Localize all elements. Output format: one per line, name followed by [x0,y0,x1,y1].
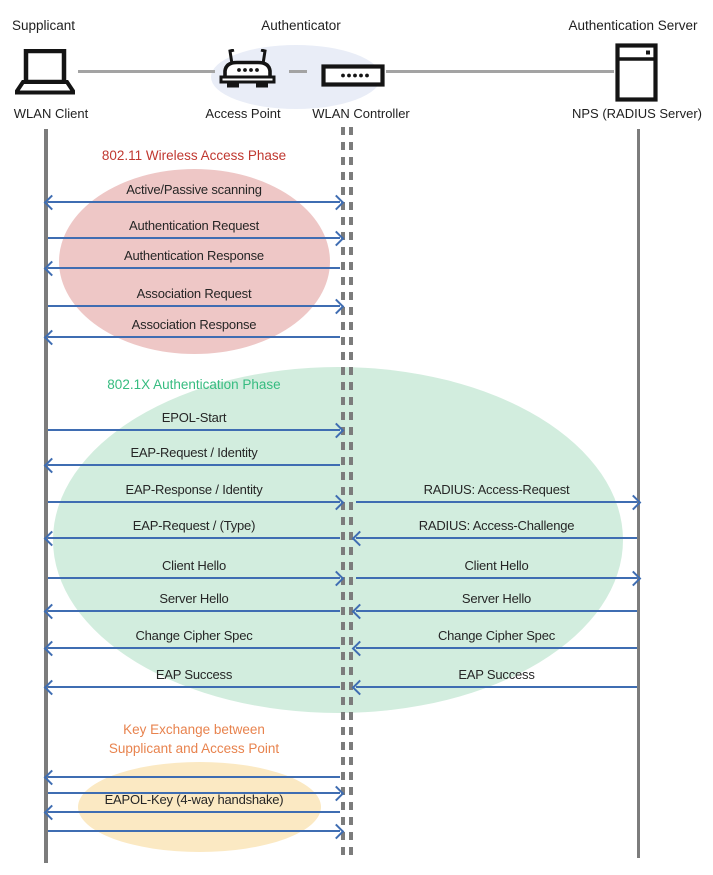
sequence-message [48,247,340,271]
message-label: RADIUS: Access-Challenge [418,518,575,533]
message-arrow-line [48,647,340,649]
message-arrow-line [48,237,340,239]
sequence-message [48,666,340,690]
sequence-message [48,285,340,309]
message-label: Authentication Request [128,218,260,233]
message-arrow-line [48,577,340,579]
message-label: EAP Success [458,667,535,682]
message-label: RADIUS: Access-Request [423,482,570,497]
message-arrow-line [356,537,637,539]
message-arrow-line [48,610,340,612]
phase-title-line: Supplicant and Access Point [108,741,280,756]
message-arrow-line [48,464,340,466]
message-label: EAP Success [155,667,233,682]
message-arrow-line [48,267,340,269]
message-arrow-line [48,501,340,503]
sequence-message [48,316,340,340]
message-label: Association Request [136,286,252,301]
sequence-message [48,557,340,581]
message-arrow-line [356,686,637,688]
device-label-nps-radius-server: NPS (RADIUS Server) [571,106,703,121]
message-arrow-line [48,686,340,688]
message-label: EPOL-Start [161,410,227,425]
role-label-authentication-server: Authentication Server [568,18,698,33]
message-arrow-line [48,537,340,539]
sequence-message [48,590,340,614]
role-label-authenticator: Authenticator [261,18,341,33]
sequence-message [48,627,340,651]
message-label: Change Cipher Spec [437,628,556,643]
message-arrow-line [48,305,340,307]
phase-title-line: Key Exchange between [123,722,265,737]
phase-title-80211-wireless-access: 802.11 Wireless Access Phase [101,148,287,163]
message-label: EAP-Response / Identity [125,482,263,497]
sequence-message [48,517,340,541]
message-label [48,810,340,828]
device-label-wlan-client: WLAN Client [13,106,89,121]
message-label [48,772,340,790]
message-label: Server Hello [159,591,229,606]
sequence-message [356,557,637,581]
message-label: Authentication Response [124,248,264,263]
message-label: EAPOL-Key (4-way handshake) [104,792,284,807]
sequence-message [48,181,340,205]
sequence-message [356,481,637,505]
message-label: Association Response [131,317,257,332]
sequence-message [356,517,637,541]
message-label: Client Hello [464,558,529,573]
message-label: EAP-Request / Identity [130,445,258,460]
message-arrow-line [48,201,340,203]
sequence-message [356,627,637,651]
device-label-wlan-controller: WLAN Controller [312,106,410,121]
message-label: EAP-Request / (Type) [132,518,256,533]
sequence-message [356,666,637,690]
role-label-supplicant: Supplicant [12,18,76,33]
sequence-message [356,590,637,614]
message-arrow-line [48,830,340,832]
sequence-message [48,810,340,834]
sequence-message [48,444,340,468]
message-label: Active/Passive scanning [126,182,262,197]
sequence-message [48,481,340,505]
message-label: Change Cipher Spec [135,628,253,643]
message-arrow-line [48,429,340,431]
device-label-access-point: Access Point [205,106,281,121]
message-arrow-line [356,577,637,579]
message-arrow-line [356,501,637,503]
message-label: Server Hello [461,591,532,606]
message-arrow-line [356,647,637,649]
message-label: Client Hello [161,558,227,573]
sequence-message [48,217,340,241]
phase-title-8021x-authentication: 802.1X Authentication Phase [107,377,281,392]
message-arrow-line [356,610,637,612]
sequence-message [48,409,340,433]
message-arrow-line [48,336,340,338]
